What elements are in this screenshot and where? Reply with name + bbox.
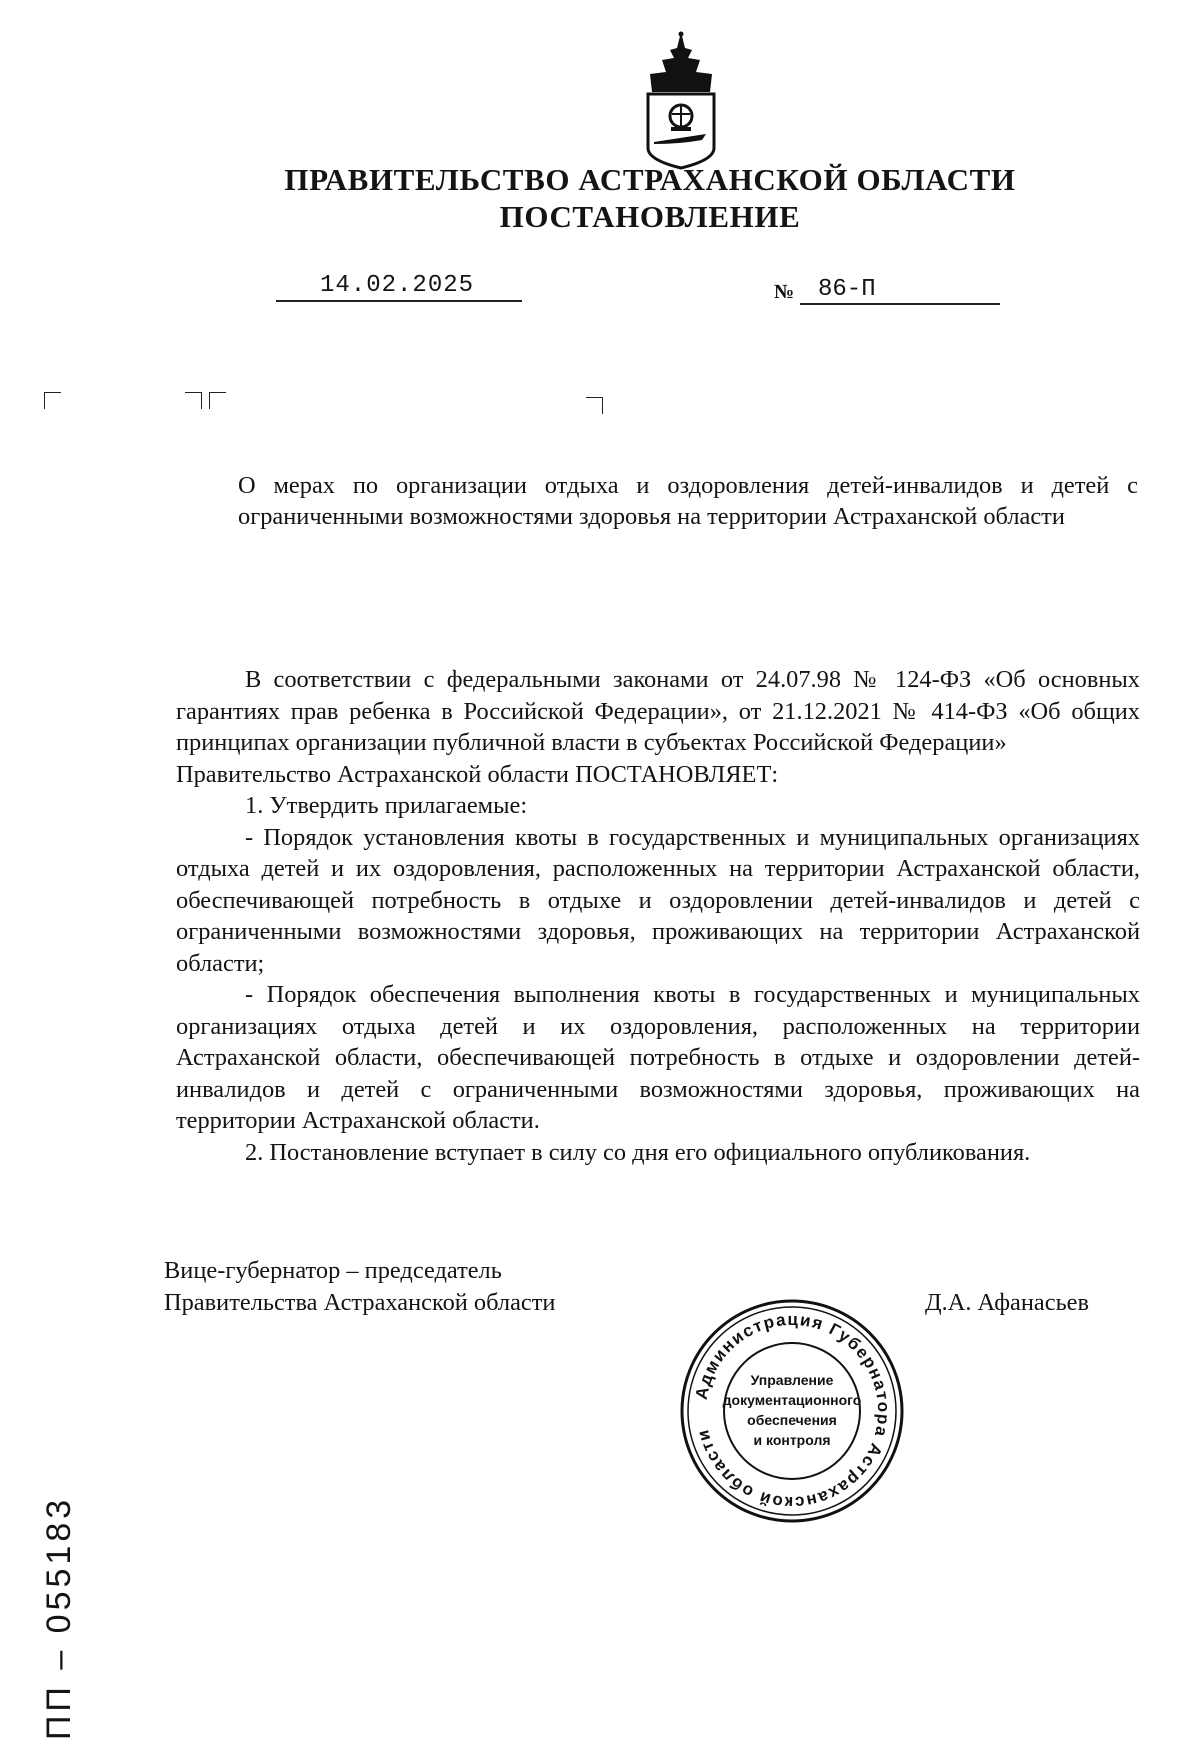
bracket-corner (586, 397, 603, 414)
intro-paragraph: В соответствии с федеральными законами от 24.07.98 № 124-ФЗ «Об основных гарантиях прав ребенка в Российской Федерации», от 21.12.2021 № 414-ФЗ «Об общих принципах организации публичной власти в субъектах Российской Федерации» (176, 666, 1140, 756)
government-heading: ПРАВИТЕЛЬСТВО АСТРАХАНСКОЙ ОБЛАСТИ (284, 162, 1016, 197)
bracket-corner (44, 392, 61, 409)
seal-inner-line-1: Управление (750, 1372, 834, 1388)
item-1: 1. Утвердить прилагаемые: (245, 792, 528, 819)
signer-position-line-1: Вице-губернатор – председатель (164, 1257, 502, 1284)
seal-inner-line-3: обеспечения (747, 1412, 837, 1428)
seal-outer-text: Администрация Губернатора Астраханской области (691, 1309, 894, 1513)
item-2: 2. Постановление вступает в силу со дня его официального опубликования. (245, 1138, 1031, 1166)
number-sign: № (774, 281, 795, 303)
seal-inner-line-2: документационного (722, 1392, 862, 1408)
item-1-b: - Порядок обеспечения выполнения квоты в государственных и муниципальных организациях отдыха детей и их оздоровления, расположенных на территории Астраханской области, обеспечивающей потребность в отдыхе и оздоровлении детей-инвалидов и детей с ограниченными возможностями здоровья, проживающих на территории Астраханской области. (176, 981, 1140, 1134)
document-body (176, 664, 1140, 1168)
resolves-line: Правительство Астраханской области ПОСТАНОВЛЯЕТ: (176, 760, 779, 788)
item-1-a: - Порядок установления квоты в государственных и муниципальных организациях отдыха детей и их оздоровления, расположенных на территории Астраханской области, обеспечивающей потребность в отдыхе и оздоровлении детей-инвалидов и детей с ограниченными возможностями здоровья, проживающих на территории Астраханской области; (176, 823, 1140, 977)
bracket-corner (185, 392, 202, 409)
seal-inner-line-4: и контроля (753, 1432, 831, 1448)
signer-position (164, 1255, 555, 1319)
signer-position-line-2: Правительства Астраханской области (164, 1289, 556, 1316)
official-seal (678, 1297, 906, 1525)
signer-name: Д.А. Афанасьев (925, 1289, 1090, 1316)
margin-serial-number: ПП – 055183 (40, 1495, 78, 1740)
coat-of-arms-emblem (640, 30, 722, 170)
document-type-heading: ПОСТАНОВЛЕНИЕ (499, 199, 801, 234)
document-date: 14.02.2025 (320, 272, 475, 299)
document-number: 86-П (818, 276, 876, 303)
document-subject: О мерах по организации отдыха и оздоровления детей-инвалидов и детей с ограниченными возможностями здоровья на территории Астраханской области (238, 472, 1138, 530)
bracket-corner (209, 392, 226, 409)
